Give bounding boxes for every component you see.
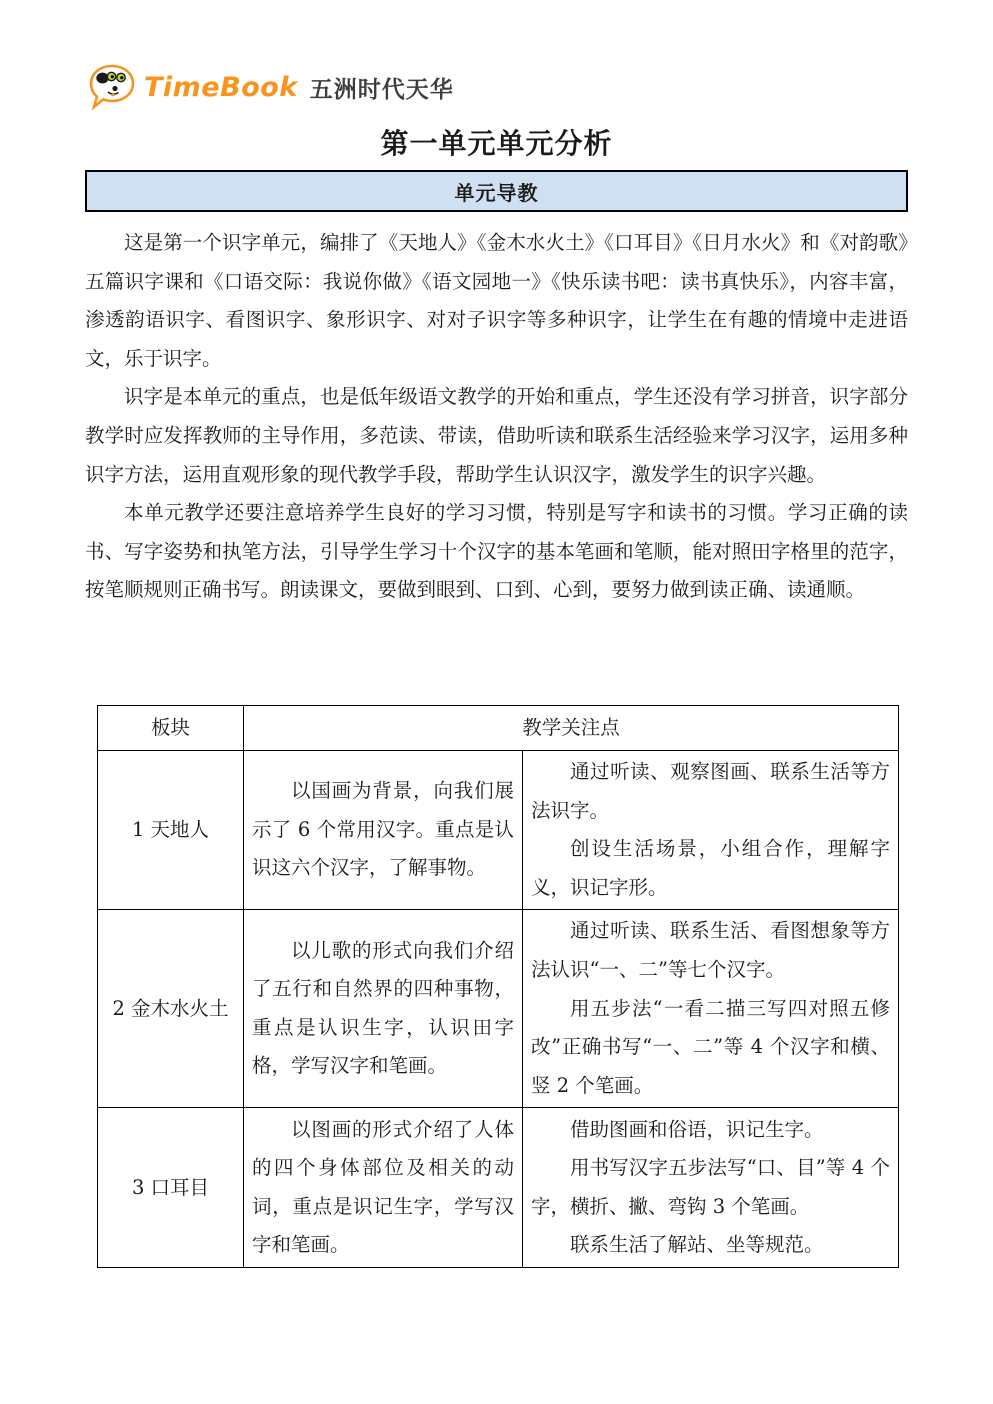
paragraph: 识字是本单元的重点，也是低年级语文教学的开始和重点，学生还没有学习拼音，识字部分教学时应发挥教师的主导作用，多范读、带读，借助听读和联系生活经验来学习汉字，运用多种识字方法，运用直观形象的现代教学手段，帮助学生认识汉字，激发学生的识字兴趣。 <box>85 385 908 486</box>
module-cell: 3 口耳目 <box>98 1108 244 1268</box>
header-cell-module: 板块 <box>98 706 244 751</box>
teaching-focus-table <box>97 705 899 1268</box>
company-text: 五洲时代天华 <box>309 76 454 103</box>
table-row <box>98 1108 899 1268</box>
logo <box>88 64 454 110</box>
focus-paragraph: 通过听读、观察图画、联系生活等方法识字。 <box>531 760 891 822</box>
focus-paragraph: 用书写汉字五步法写“口、目”等 4 个字，横折、撇、弯钩 3 个笔画。 <box>531 1156 891 1218</box>
section-header <box>85 170 908 212</box>
description-paragraph: 以儿歌的形式向我们介绍了五行和自然界的四种事物，重点是认识生字，认识田字格，学写汉字和笔画。 <box>252 938 514 1078</box>
description-cell <box>244 1108 523 1268</box>
focus-cell <box>523 910 899 1108</box>
speech-bubble-dog-icon <box>88 64 136 110</box>
module-cell: 2 金木水火土 <box>98 910 244 1108</box>
paragraph: 本单元教学还要注意培养学生良好的学习习惯，特别是写字和读书的习惯。学习正确的读书、写字姿势和执笔方法，引导学生学习十个汉字的基本笔画和笔顺，能对照田字格里的范字，按笔顺规则正确书写。朗读课文，要做到眼到、口到、心到，要努力做到读正确、读通顺。 <box>85 501 908 602</box>
focus-paragraph: 通过听读、联系生活、看图想象等方法认识“一、二”等七个汉字。 <box>531 919 891 981</box>
description-cell <box>244 751 523 910</box>
body-paragraphs <box>85 224 908 610</box>
focus-cell <box>523 1108 899 1268</box>
table-row <box>98 751 899 910</box>
table-row <box>98 910 899 1108</box>
focus-paragraph: 用五步法“一看二描三写四对照五修改”正确书写“一、二”等 4 个汉字和横、竖 2 个笔画。 <box>531 996 891 1097</box>
description-paragraph: 以图画的形式介绍了人体的四个身体部位及相关的动词，重点是识记生字，学写汉字和笔画。 <box>252 1117 514 1257</box>
section-header-label: 单元导教 <box>454 180 539 205</box>
brand-text: TimeBook <box>144 71 298 103</box>
header-cell-focus: 教学关注点 <box>244 706 899 751</box>
page-title: 第一单元单元分析 <box>380 127 613 160</box>
module-cell: 1 天地人 <box>98 751 244 910</box>
paragraph: 这是第一个识字单元，编排了《天地人》《金木水火土》《口耳目》《日月水火》和《对韵歌》五篇识字课和《口语交际：我说你做》《语文园地一》《快乐读书吧：读书真快乐》，内容丰富，渗透韵语识字、看图识字、象形识字、对对子识字等多种识字，让学生在有趣的情境中走进语文，乐于识字。 <box>85 231 908 370</box>
description-paragraph: 以国画为背景，向我们展示了 6 个常用汉字。重点是认识这六个汉字，了解事物。 <box>252 779 514 880</box>
focus-paragraph: 创设生活场景，小组合作，理解字义，识记字形。 <box>531 837 891 899</box>
table-header-row <box>98 706 899 751</box>
description-cell <box>244 910 523 1108</box>
focus-cell <box>523 751 899 910</box>
focus-paragraph: 联系生活了解站、坐等规范。 <box>570 1233 824 1257</box>
focus-paragraph: 借助图画和俗语，识记生字。 <box>570 1117 824 1141</box>
